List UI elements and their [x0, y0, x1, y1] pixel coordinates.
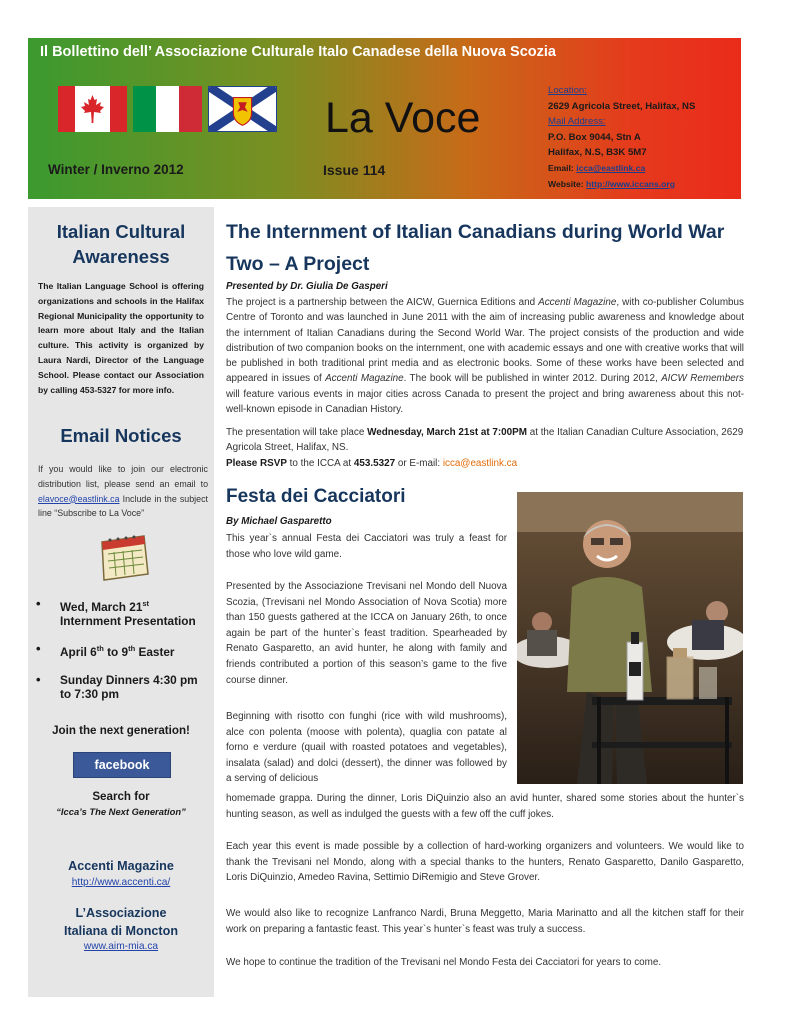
event-internment: • Wed, March 21st Internment Presentation — [36, 597, 208, 628]
event-easter: • April 6th to 9th Easter — [36, 642, 208, 659]
location-address: 2629 Agricola Street, Halifax, NS — [548, 100, 696, 112]
canada-flag-icon — [58, 86, 127, 132]
events-list — [36, 597, 208, 715]
rsvp-email[interactable]: icca@eastlink.ca — [442, 457, 518, 469]
accenti-heading: Accenti Magazine — [68, 859, 174, 873]
article2-paragraph-6: We hope to continue the tradition of the Trevisani nel Mondo Festa dei Cacciatori for years to come. — [226, 957, 662, 968]
nova-scotia-flag-icon — [208, 86, 277, 132]
header-banner — [28, 38, 741, 199]
newsletter-title: Il Bollettino dell’ Associazione Culturale Italo Canadese della Nuova Scozia — [40, 44, 556, 60]
masthead-title: La Voce — [325, 94, 481, 142]
issue-number: Issue 114 — [323, 162, 386, 178]
flags-row — [58, 86, 277, 132]
email-notices-text: If you would like to join our electronic distribution list, please send an email to elavoce@eastlink.ca Include in the subject line “Subscribe to La Voce” — [38, 464, 208, 519]
article1-presentation-details: The presentation will take place Wednesday, March 21st at 7:00PM at the Italian Canadian Culture Association, 2629 Agricola Street, Halifax, NS. Please RSVP to the ICCA at 453.5327 or E-mail: icca@eastlink.ca — [226, 427, 744, 469]
facebook-group-name: “Icca’s The Next Generation” — [56, 806, 186, 817]
mail-line1: P.O. Box 9044, Stn A — [548, 131, 641, 143]
article2-title: Festa dei Cacciatori — [226, 486, 406, 507]
article2-paragraph-3-cont: homemade grappa. During the dinner, Loris DiQuinzio also an avid hunter, shared some stories about the hunter`s hunting season, as well as indulged the guests with a few off the cuff jokes. — [226, 793, 744, 820]
join-heading: Join the next generation! — [52, 724, 190, 737]
aim-heading-2: Italiana di Moncton — [63, 924, 179, 938]
maple-leaf-icon — [80, 94, 105, 124]
facebook-logo-button[interactable]: facebook — [73, 752, 171, 778]
accenti-link[interactable]: http://www.accenti.ca/ — [71, 877, 171, 888]
search-for-label: Search for — [92, 790, 150, 803]
event-sunday-dinners: • Sunday Dinners 4:30 pm to 7:30 pm — [36, 673, 208, 701]
aim-link[interactable]: www.aim-mia.ca — [83, 941, 159, 952]
mail-label: Mail Address: — [548, 116, 606, 128]
awareness-heading: Italian Cultural Awareness — [56, 221, 186, 267]
contact-block — [548, 83, 695, 192]
sidebar — [28, 207, 214, 997]
email-label: Email: — [548, 162, 574, 173]
article2-byline: By Michael Gasparetto — [226, 516, 332, 527]
article2-paragraph-4: Each year this event is made possible by a collection of hard-working organizers and volunteers. We would like to thank the Trevisani nel Mondo, along with a special thanks to the hunters, Renato Gasparetto, Danilo Gasparetto, Loris DiQuinzio, Amedeo Ravina, Settimio DiRemigio and Steve Grover. — [226, 841, 744, 884]
edition-label: Winter / Inverno 2012 — [48, 162, 184, 177]
article1-title: The Internment of Italian Canadians during World War Two – A Project — [226, 221, 725, 275]
article2-paragraph-1: This year`s annual Festa dei Cacciatori was truly a feast for those who love wild game. — [226, 533, 507, 560]
italy-flag-icon — [133, 86, 202, 132]
contact-email-link[interactable]: icca@eastlink.ca — [576, 162, 646, 173]
elavoce-email-link[interactable]: elavoce@eastlink.ca — [38, 493, 120, 504]
article2-paragraph-5: We would also like to recognize Lanfranco Nardi, Bruna Meggetto, Maria Marinatto and all the kitchen staff for their work on preparing a fantastic feast. This year`s hunter`s feast was truly a success. — [226, 908, 744, 935]
article2-paragraph-2: Presented by the Associazione Trevisani nel Mondo dell Nuova Scozia, (Trevisani nel Mondo Association of Nova Scotia) more than 150 guests gathered at the ICCA on January 26th, to once again be part of the hunter`s feast tradition. Spearheaded by Renato Gasparetto, an avid hunter, he along with family and friends contributed a portion of this season’s game to the five course dinner. — [226, 581, 507, 686]
article1-byline: Presented by Dr. Giulia De Gasperi — [226, 281, 388, 292]
article1-paragraph: The project is a partnership between the AICW, Guernica Editions and Accenti Magazine, with co-publisher Columbus Centre of Toronto and was launched in June 2011 with the aim of increasing public awareness and knowledge about the internment of Italian Canadians during the Second World War. The project consists of the production and wide distribution of two companion books on the internment, one with academic essays and one with creative works that will be published in both traditional print media and as electronic books. Some of these works have been selected and appeared in issues of Accenti Magazine. The book will be published in winter 2012. During 2012, AICW Remembers will feature various events in major cities across Canada to present the project and bring awareness about this not-well-known episode in Canadian History. — [226, 297, 744, 416]
mail-line2: Halifax, N.S, B3K 5M7 — [548, 147, 647, 159]
aim-heading-1: L’Associazione — [75, 906, 167, 920]
festa-photo — [517, 492, 743, 784]
location-label: Location: — [548, 85, 587, 96]
calendar-icon — [94, 532, 152, 582]
awareness-text: The Italian Language School is offering organizations and schools in the Halifax Regional Municipality the opportunity to learn more about Italy and the Italian culture. This activity is organized by Laura Nardi, Director of the Language School. Please contact our Association by calling 453-5327 for more info. — [38, 281, 204, 395]
email-notices-heading: Email Notices — [60, 425, 182, 446]
website-link[interactable]: http://www.iccans.org — [586, 178, 676, 189]
website-label: Website: — [548, 178, 584, 189]
article2-paragraph-3: Beginning with risotto con funghi (rice with wild mushrooms), alce con polenta (moose with polenta), quaglia con patate al forno e verdure (quail with roasted potatoes and vegetables), insalata (salad) and dolci (dessert), the dinner was followed by a serving of delicious — [226, 711, 507, 785]
